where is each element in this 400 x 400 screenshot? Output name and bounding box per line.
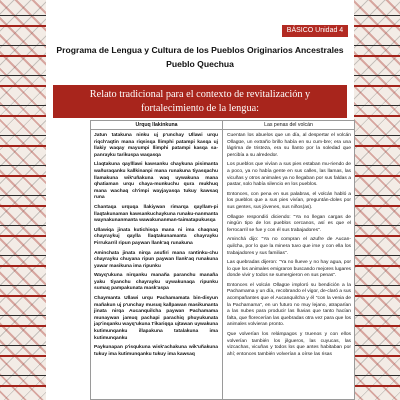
spanish-paragraph: Aminchá dijo: "Ya no compran el azufre de Aucan-quilcha, por lo que la minera tuvo que irse y con ella los trabajadores y sus familias". xyxy=(227,237,351,256)
quechua-paragraph: Wayq'ukuna nirqanku manaña paranchu manaña yaku tiyanchu chayrayku uywakunaqa ripunku sumaq pampakunata mask'aspa xyxy=(94,273,218,292)
banner-line-1: Relato tradicional para el contexto de revitalización y xyxy=(89,89,311,100)
program-title-line-1: Programa de Lengua y Cultura de los Pueblos Originarios Ancestrales xyxy=(56,45,344,55)
spanish-paragraph: Ollagüe respondió diciendo: "Ya no llegan cargas de ningún tipo de los pueblos cercanos, así es que el ferrocarril se fue y con él sus trabajadores". xyxy=(227,214,351,233)
quechua-paragraph: Paykunapan p'isqukuna wisk'achakuna wik'uñakuna tukuy ima kutimunqanku tukuy ima kawsaq xyxy=(94,345,218,357)
spanish-paragraph: Entonces el volcán Ollagüe imploró su bendición a la Pachamama y un día, recobrando el vigor, de-claró a sus acompañantes que el Aucanquilcha y él "con la venia de la Pachamama", en un futuro no muy lejano, atraparían a las nubes para producir las lluvias que tanto hacían falta, que florecerían las quebradas otra vez para que los animales volvieran pronto. xyxy=(227,282,351,328)
spanish-paragraph: Cuentan los abuelos que un día, al despertar el volcán Ollagüe, un extraño brillo había en su cum-bre; era una lágrima de tristeza, era su llanto por la soledad que percibía a su alrededor. xyxy=(227,133,351,158)
quechua-paragraph: Ullawiqa jinata kutichisqa mana ni ima chaqnaq chayraykuj qaylla llaqtakunamanta chayrayku Firrukarril ripun paywan llank'aq runakuna xyxy=(94,227,218,246)
spanish-paragraph: Que volverían los relámpagos y truenos y con ellos volverían también los jilgueros, las cuyucas, las vizcachas, vicuñas y todos los que antes habitaban por ahí; entonces también volverían a oírse las risas xyxy=(227,332,351,357)
quechua-column xyxy=(91,121,223,399)
bilingual-text-table xyxy=(90,120,355,400)
spanish-paragraph: Los pueblos que vivían a sus pies estaban mu-riendo de a poco, ya no había gente en sus calles, las llamas, las vicuñas y otros animales ya no llegaban por sus faldas a pastar, solo había silencio en los pueblos. xyxy=(227,162,351,188)
quechua-paragraph: Llaqtakuna qaylllawi kawsanku chaykuna pisimanta wañuraqanku kallkinanpi mana runakuna tiyasqachu llamakuna wik'uñakuna waq uywakuna mana qhatiaman urqu chaya-munkuchu qura mukhuq mana wachaq ch'impi wayjayasqa tukuy kawsaq runa xyxy=(94,162,218,201)
quechua-paragraph: Jatun tatakuna ninku uj p'unchay Ullawi urqu riqch'aqtin mana riqsisqa llimphi patampi kasqa uj llakiy waqay mayumpi llimphi patampi kasqa sa-panrayku tarikuspa waqasqa xyxy=(94,133,218,158)
quechua-paragraph: Aminchata jinata nirqa asufiri mana rantinku-chu chayrayku chuyana ripun paywan llank'aq runakuna yawar masikuna ima ripunku xyxy=(94,250,218,269)
decorative-border-left xyxy=(0,0,46,400)
quechua-paragraph: Chaymanta Ullawi urqu Pachamamata bin-disyun mañakun uj p'unchay musuq kallpawan masikunanta jinata nirqa Aucanquilcha paywan Pachamama munaywan jamuq pachapi parachiq phuyukunata jap'inqanku wayq'ukuna t'ikariqqa ujtawan uywakuna kutimunqanku illapakuna tatalakuna ima kutimunqanku xyxy=(94,296,218,341)
quechua-paragraph: Chantaqa urquqa llakiywan rimarqa qayllam-pi llaqtakunaman kawsankuchaykuna runaku-nanmanta waynakunanmanta wawakunanman-taimatapukusqa xyxy=(94,204,218,224)
program-title-line-2: Pueblo Quechua xyxy=(166,59,234,69)
spanish-paragraph: Entonces, con pena en sus palabras, el volcán habló a los pueblos que a sus pies vivían, preguntán-doles por sus gentes, sus jóvenes, sus niños(as). xyxy=(227,191,351,210)
spanish-column xyxy=(223,121,354,399)
quechua-column-heading: Urquq llakinkuna xyxy=(91,121,222,130)
unit-badge: BÁSICO Unidad 4 xyxy=(282,25,348,37)
program-title xyxy=(48,43,352,71)
story-banner xyxy=(53,85,347,118)
banner-line-2: fortalecimiento de la lengua: xyxy=(140,103,260,114)
decorative-border-right xyxy=(354,0,400,400)
spanish-paragraph: Las quebradas dijeron: "Ya no llueve y no hay agua, por lo que los animales emigraron buscando mejores lugares donde vivir y todos se sumergieron en sus penas". xyxy=(227,260,351,279)
spanish-column-heading: Las penas del volcán xyxy=(223,121,354,130)
